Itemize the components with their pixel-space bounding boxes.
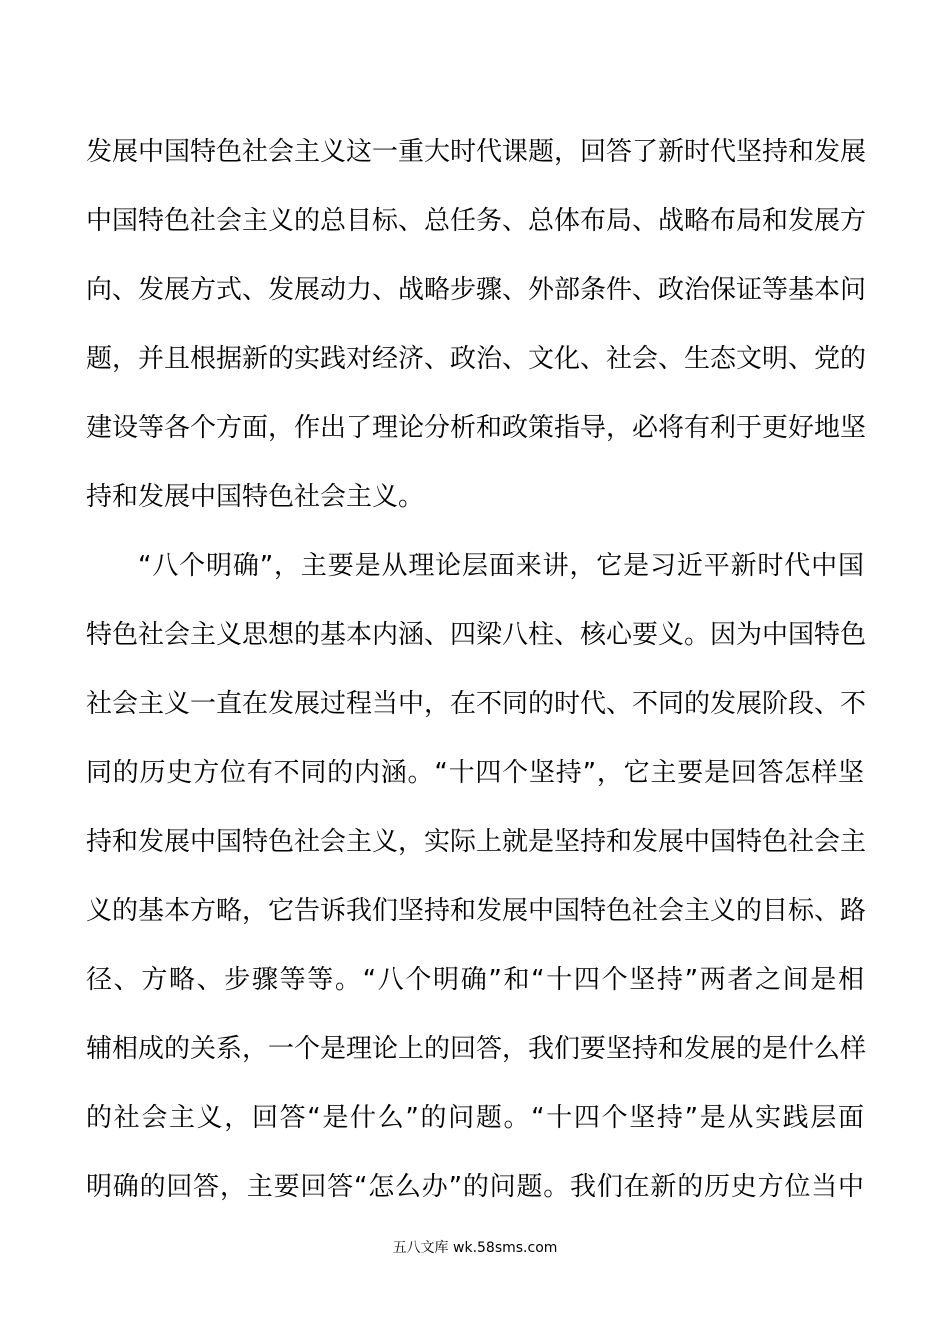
text-line: 的社会主义，回答“是什么”的问题。“十四个坚持”是从实践层面 bbox=[86, 1103, 864, 1133]
text-line: 径、方略、步骤等等。“八个明确”和“十四个坚持”两者之间是相 bbox=[86, 965, 864, 995]
text-line: 题，并且根据新的实践对经济、政治、文化、社会、生态文明、党的 bbox=[86, 344, 867, 374]
text-line: 持和发展中国特色社会主义。 bbox=[86, 482, 425, 512]
text-line: 持和发展中国特色社会主义，实际上就是坚持和发展中国特色社会主 bbox=[86, 827, 867, 857]
text-line: 建设等各个方面，作出了理论分析和政策指导，必将有利于更好地坚 bbox=[86, 413, 867, 443]
text-line: 明确的回答，主要回答“怎么办”的问题。我们在新的历史方位当中 bbox=[86, 1172, 864, 1202]
text-line: 义的基本方略，它告诉我们坚持和发展中国特色社会主义的目标、路 bbox=[86, 896, 867, 926]
text-line: 向、发展方式、发展动力、战略步骤、外部条件、政治保证等基本问 bbox=[86, 275, 867, 305]
text-line: 辅相成的关系，一个是理论上的回答，我们要坚持和发展的是什么样 bbox=[86, 1034, 867, 1064]
text-line: 同的历史方位有不同的内涵。“十四个坚持”，它主要是回答怎样坚 bbox=[86, 758, 864, 788]
text-line: 发展中国特色社会主义这一重大时代课题，回答了新时代坚持和发展 bbox=[86, 137, 867, 167]
text-line: 社会主义一直在发展过程当中，在不同的时代、不同的发展阶段、不 bbox=[86, 689, 867, 719]
document-body bbox=[86, 118, 867, 1222]
text-line: 特色社会主义思想的基本内涵、四梁八柱、核心要义。因为中国特色 bbox=[86, 620, 867, 650]
text-line: 中国特色社会主义的总目标、总任务、总体布局、战略布局和发展方 bbox=[86, 206, 867, 236]
footer-watermark: 五八文库 wk.58sms.com bbox=[392, 1240, 558, 1256]
text-line-indented: “八个明确”，主要是从理论层面来讲，它是习近平新时代中国 bbox=[138, 551, 864, 581]
